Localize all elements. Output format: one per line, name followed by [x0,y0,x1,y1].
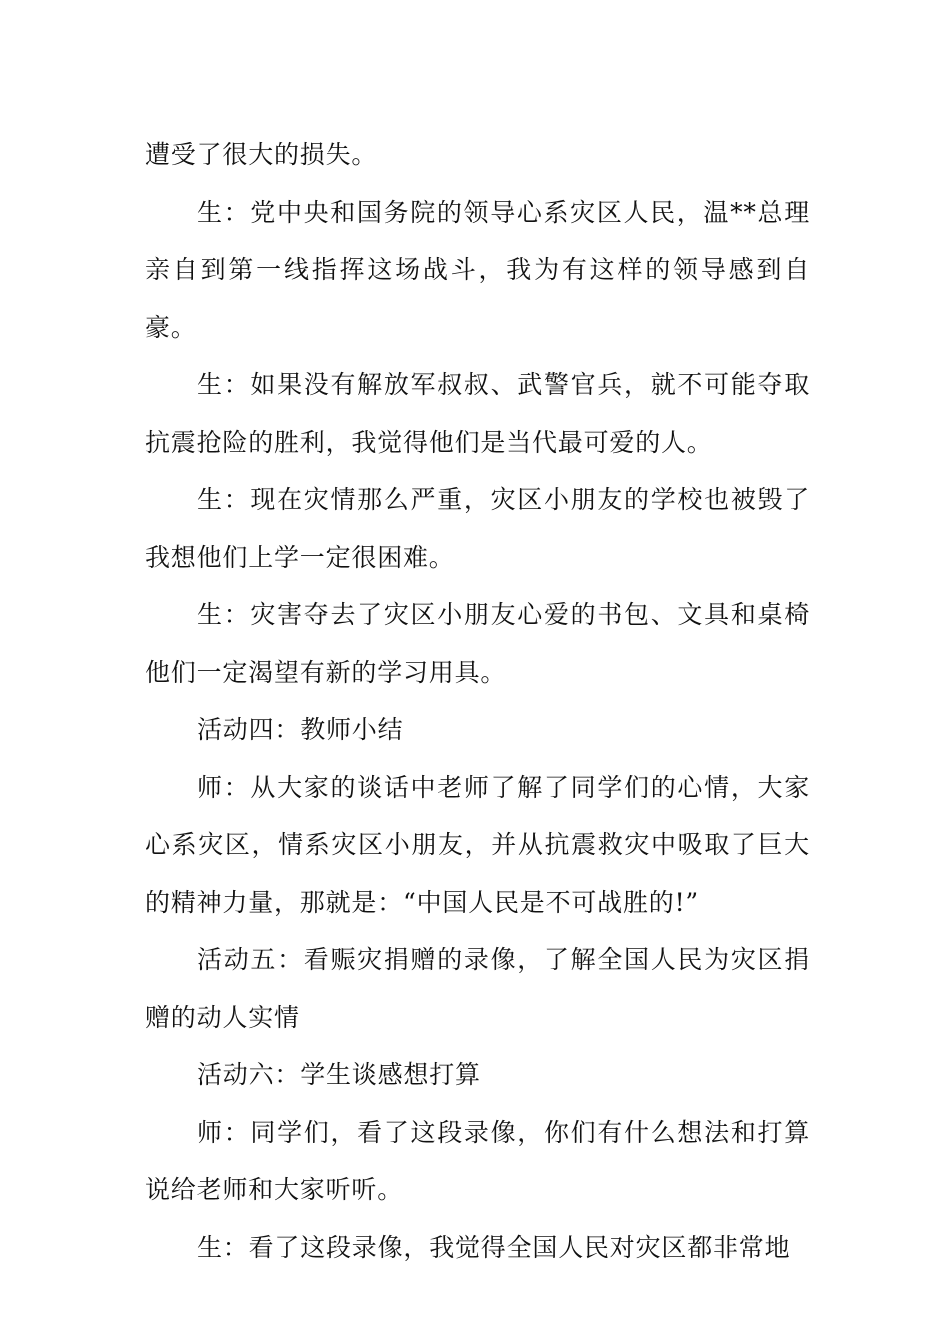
paragraph-teacher-question: 师：同学们，看了这段录像，你们有什么想法和打算说给老师和大家听听。 [145,1117,810,1204]
document-body [145,126,810,1276]
paragraph-student-2: 生：如果没有解放军叔叔、武警官兵，就不可能夺取抗震抢险的胜利，我觉得他们是当代最可爱的人。 [145,370,810,457]
paragraph-continuation: 遭受了很大的损失。 [145,140,378,169]
paragraph-teacher-summary: 师：从大家的谈话中老师了解了同学们的心情，大家心系灾区，情系灾区小朋友，并从抗震救灾中吸取了巨大的精神力量，那就是：“中国人民是不可战胜的!” [145,772,810,917]
paragraph-student-3: 生：现在灾情那么严重，灾区小朋友的学校也被毁了我想他们上学一定很困难。 [145,485,810,572]
paragraph-student-1: 生：党中央和国务院的领导心系灾区人民，温**总理亲自到第一线指挥这场战斗，我为有这样的领导感到自豪。 [145,197,810,342]
heading-activity-5: 活动五：看赈灾捐赠的录像，了解全国人民为灾区捐赠的动人实情 [145,945,810,1032]
paragraph-student-5: 生：看了这段录像，我觉得全国人民对灾区都非常地 [197,1232,791,1262]
heading-activity-6: 活动六：学生谈感想打算 [197,1060,481,1089]
heading-activity-4: 活动四：教师小结 [197,715,404,744]
paragraph-student-4: 生：灾害夺去了灾区小朋友心爱的书包、文具和桌椅他们一定渴望有新的学习用具。 [145,600,810,687]
